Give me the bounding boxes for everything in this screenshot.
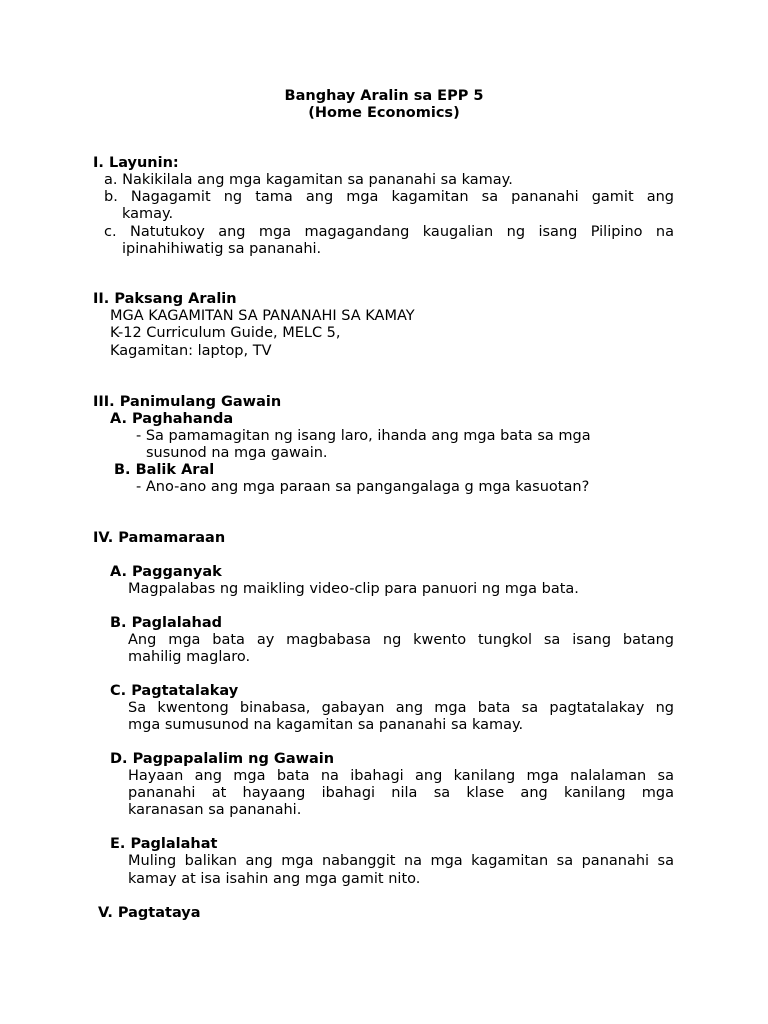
document-subtitle: (Home Economics) <box>308 105 460 121</box>
panimulang-gawain-heading: III. Panimulang Gawain <box>93 394 282 410</box>
paglalahad-line2: mahilig maglaro. <box>128 649 251 665</box>
balik-aral-line1: - Ano-ano ang mga paraan sa pangangalaga g mga kasuotan? <box>136 479 590 495</box>
pagpapalalim-line2: pananahi at hayaang ibahagi nila sa klase ang kanilang mga <box>128 785 674 801</box>
pagtatalakay-heading: C. Pagtatalakay <box>110 683 239 699</box>
pagtatalakay-line2: mga sumusunod na kagamitan sa pananahi sa kamay. <box>128 717 524 733</box>
pagpapalalim-line3: karanasan sa pananahi. <box>128 802 302 818</box>
document-title: Banghay Aralin sa EPP 5 <box>284 88 484 104</box>
paghahanda-line1: - Sa pamamagitan ng isang laro, ihanda ang mga bata sa mga <box>136 428 591 444</box>
layunin-heading: I. Layunin: <box>93 155 179 171</box>
paglalahat-heading: E. Paglalahat <box>110 836 218 852</box>
paglalahat-line1: Muling balikan ang mga nabanggit na mga kagamitan sa pananahi sa <box>128 853 674 869</box>
pagtatalakay-line1: Sa kwentong binabasa, gabayan ang mga bata sa pagtatalakay ng <box>128 700 674 716</box>
pagganyak-heading: A. Pagganyak <box>110 564 222 580</box>
balik-aral-heading: B. Balik Aral <box>114 462 215 478</box>
pagpapalalim-line1: Hayaan ang mga bata na ibahagi ang kanilang mga nalalaman sa <box>128 768 674 784</box>
paghahanda-heading: A. Paghahanda <box>110 411 234 427</box>
layunin-item-b-line2: kamay. <box>122 206 174 222</box>
paksang-aralin-reference: K-12 Curriculum Guide, MELC 5, <box>110 325 341 341</box>
pamamaraan-heading: IV. Pamamaraan <box>93 530 226 546</box>
paglalahat-line2: kamay at isa isahin ang mga gamit nito. <box>128 871 421 887</box>
layunin-item-a: a. Nakikilala ang mga kagamitan sa pananahi sa kamay. <box>104 172 513 188</box>
paghahanda-line2: susunod na mga gawain. <box>146 445 328 461</box>
pagpapalalim-heading: D. Pagpapalalim ng Gawain <box>110 751 335 767</box>
layunin-item-c-line1: c. Natutukoy ang mga magagandang kaugalian ng isang Pilipino na <box>104 224 674 240</box>
paksang-aralin-materials: Kagamitan: laptop, TV <box>110 343 272 359</box>
paglalahad-line1: Ang mga bata ay magbabasa ng kwento tungkol sa isang batang <box>128 632 674 648</box>
layunin-item-b-line1: b. Nagagamit ng tama ang mga kagamitan sa pananahi gamit ang <box>104 189 674 205</box>
layunin-item-c-line2: ipinahihiwatig sa pananahi. <box>122 241 322 257</box>
paglalahad-heading: B. Paglalahad <box>110 615 223 631</box>
paksang-aralin-heading: II. Paksang Aralin <box>93 291 237 307</box>
pagtataya-heading: V. Pagtataya <box>98 905 201 921</box>
paksang-aralin-topic: MGA KAGAMITAN SA PANANAHI SA KAMAY <box>110 308 415 324</box>
pagganyak-line1: Magpalabas ng maikling video-clip para panuori ng mga bata. <box>128 581 579 597</box>
